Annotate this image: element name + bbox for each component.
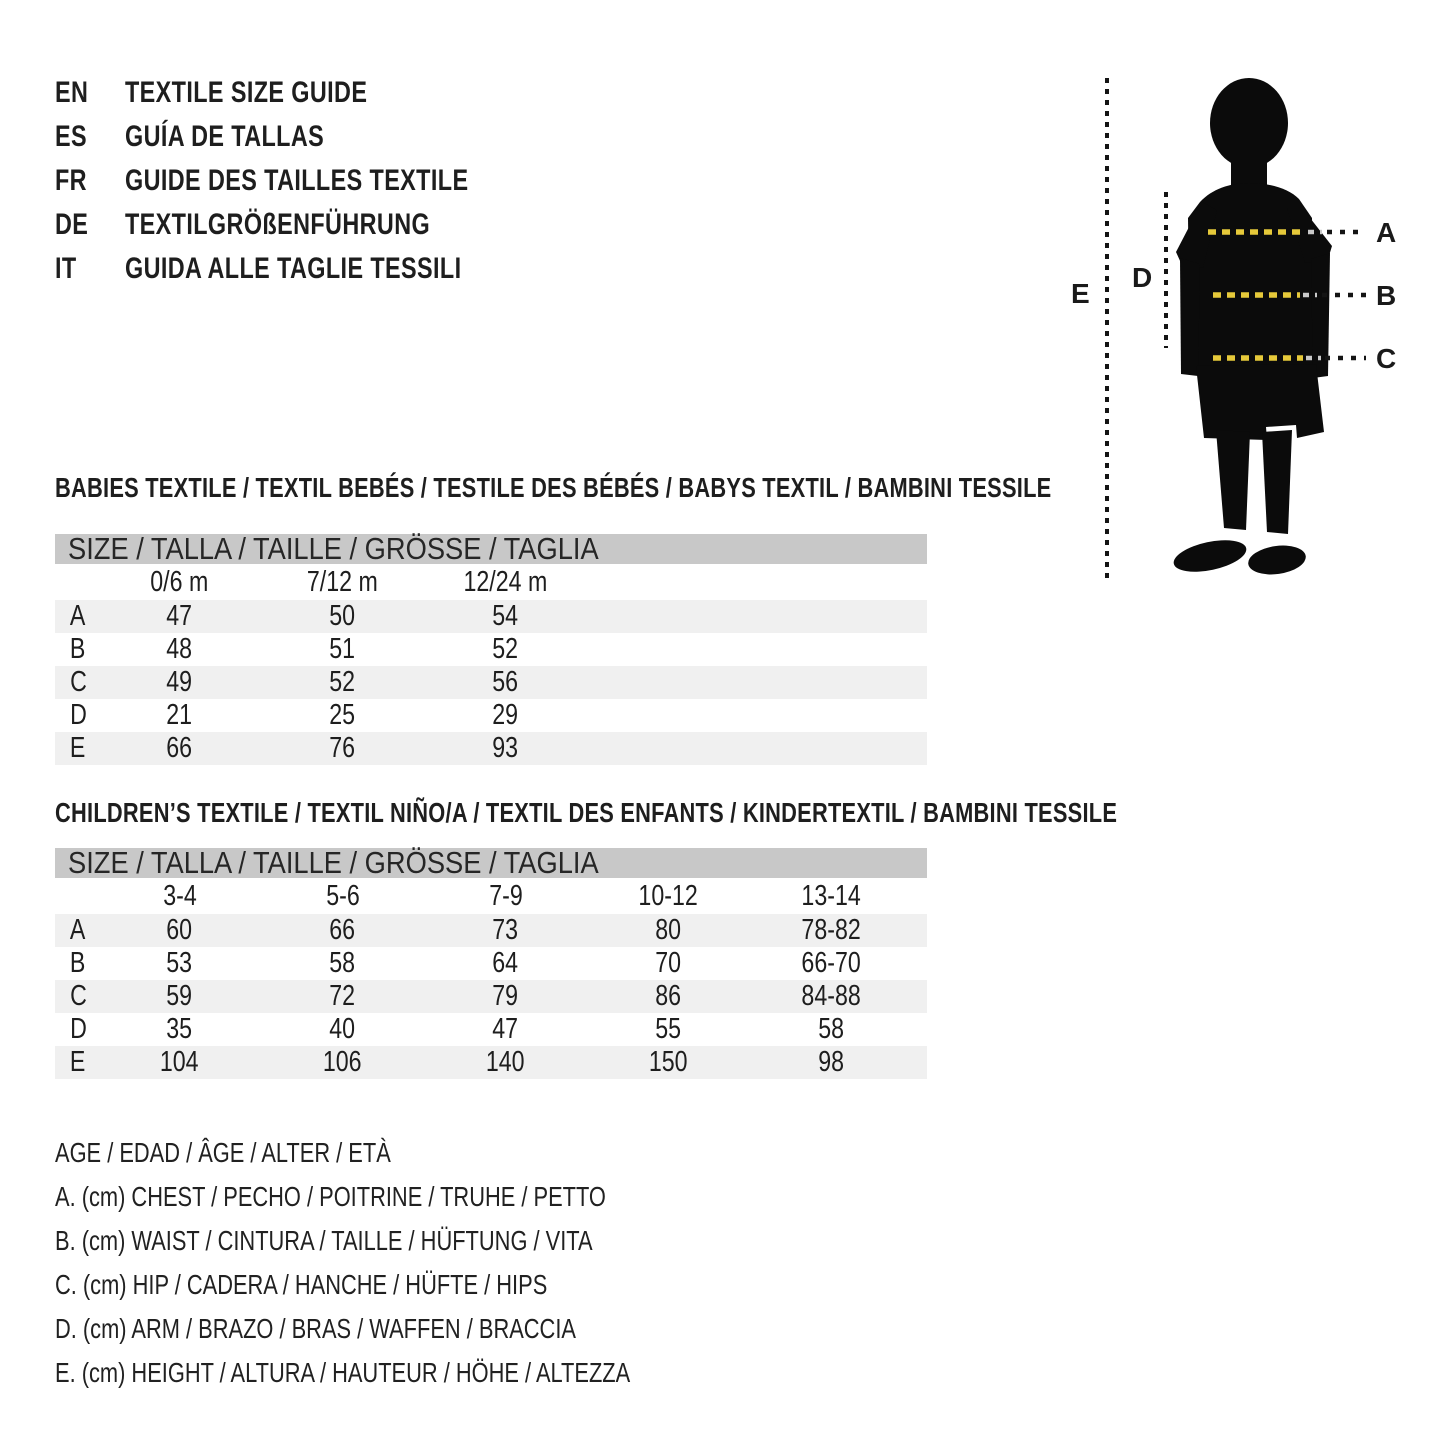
column-header: 13-14 bbox=[801, 879, 862, 912]
lang-code: ES bbox=[55, 120, 88, 153]
column-header: 7/12 m bbox=[307, 565, 378, 598]
title-row-fr bbox=[55, 159, 565, 203]
title-row-es bbox=[55, 115, 565, 159]
figure-label-e: E bbox=[1071, 278, 1090, 309]
row-label: B bbox=[69, 947, 86, 979]
title-row-it bbox=[55, 247, 565, 291]
language-title-block bbox=[55, 71, 565, 291]
row-label: C bbox=[70, 666, 87, 698]
table-row: A 60 66 73 80 78-82 bbox=[55, 914, 927, 947]
row-label: E bbox=[69, 732, 86, 764]
legend-waist: B. (cm) WAIST / CINTURA / TAILLE / HÜFTUNG / VITA bbox=[55, 1225, 593, 1256]
column-header: 10-12 bbox=[638, 879, 699, 912]
legend-height: E. (cm) HEIGHT / ALTURA / HAUTEUR / HÖHE / ALTEZZA bbox=[55, 1357, 631, 1388]
babies-table-header-bar: SIZE / TALLA / TAILLE / GRÖSSE / TAGLIA bbox=[55, 534, 927, 564]
page-title-es: GUÍA DE TALLAS bbox=[125, 120, 325, 153]
babies-column-headers bbox=[55, 564, 927, 600]
table-row: A 47 50 54 bbox=[55, 600, 927, 633]
title-row-en bbox=[55, 71, 565, 115]
babies-section-title: BABIES TEXTILE / TEXTIL BEBÉS / TESTILE DES BÉBÉS / BABYS TEXTIL / BAMBINI TESSILE bbox=[55, 472, 1052, 503]
page-title-it: GUIDA ALLE TAGLIE TESSILI bbox=[125, 252, 462, 285]
child-measurement-figure bbox=[1050, 60, 1445, 600]
legend-hip: C. (cm) HIP / CADERA / HANCHE / HÜFTE / HIPS bbox=[55, 1269, 548, 1300]
title-row-de bbox=[55, 203, 565, 247]
page-title-en: TEXTILE SIZE GUIDE bbox=[125, 76, 368, 109]
lang-code: EN bbox=[55, 76, 89, 109]
lang-code: FR bbox=[55, 164, 87, 197]
table-row: B 48 51 52 bbox=[55, 633, 927, 666]
children-section-title: CHILDREN’S TEXTILE / TEXTIL NIÑO/A / TEXTIL DES ENFANTS / KINDERTEXTIL / BAMBINI TESSILE bbox=[55, 797, 1118, 828]
legend-arm: D. (cm) ARM / BRAZO / BRAS / WAFFEN / BRACCIA bbox=[55, 1313, 576, 1344]
row-label: A bbox=[69, 914, 86, 946]
row-label: A bbox=[69, 600, 86, 632]
row-label: D bbox=[70, 699, 87, 731]
figure-label-a: A bbox=[1376, 217, 1397, 248]
column-header: 0/6 m bbox=[150, 565, 209, 598]
table-row: E 104 106 140 150 98 bbox=[55, 1046, 927, 1079]
page-title-de: TEXTILGRÖßENFÜHRUNG bbox=[125, 208, 431, 241]
figure-label-c: C bbox=[1376, 343, 1397, 374]
measurement-legend bbox=[55, 1131, 792, 1395]
figure-label-d: D bbox=[1132, 262, 1153, 293]
babies-size-table bbox=[55, 531, 927, 765]
row-label: D bbox=[70, 1013, 87, 1045]
children-column-headers bbox=[55, 878, 927, 914]
table-row: C 59 72 79 86 84-88 bbox=[55, 980, 927, 1013]
table-row: E 66 76 93 bbox=[55, 732, 927, 765]
row-label: B bbox=[69, 633, 86, 665]
column-header: 7-9 bbox=[488, 879, 523, 912]
row-label: C bbox=[70, 980, 87, 1012]
legend-chest: A. (cm) CHEST / PECHO / POITRINE / TRUHE / PETTO bbox=[55, 1181, 606, 1212]
legend-age: AGE / EDAD / ÂGE / ALTER / ETÀ bbox=[55, 1137, 391, 1168]
column-header: 12/24 m bbox=[463, 565, 548, 598]
children-table-header-bar: SIZE / TALLA / TAILLE / GRÖSSE / TAGLIA bbox=[55, 848, 927, 878]
children-size-table bbox=[55, 845, 927, 1079]
row-label: E bbox=[69, 1046, 86, 1078]
lang-code: DE bbox=[55, 208, 89, 241]
table-row: B 53 58 64 70 66-70 bbox=[55, 947, 927, 980]
column-header: 5-6 bbox=[325, 879, 360, 912]
table-row: C 49 52 56 bbox=[55, 666, 927, 699]
page-title-fr: GUIDE DES TAILLES TEXTILE bbox=[125, 164, 469, 197]
table-row: D 21 25 29 bbox=[55, 699, 927, 732]
lang-code: IT bbox=[55, 252, 77, 285]
column-header: 3-4 bbox=[162, 879, 197, 912]
figure-label-b: B bbox=[1376, 280, 1397, 311]
table-row: D 35 40 47 55 58 bbox=[55, 1013, 927, 1046]
